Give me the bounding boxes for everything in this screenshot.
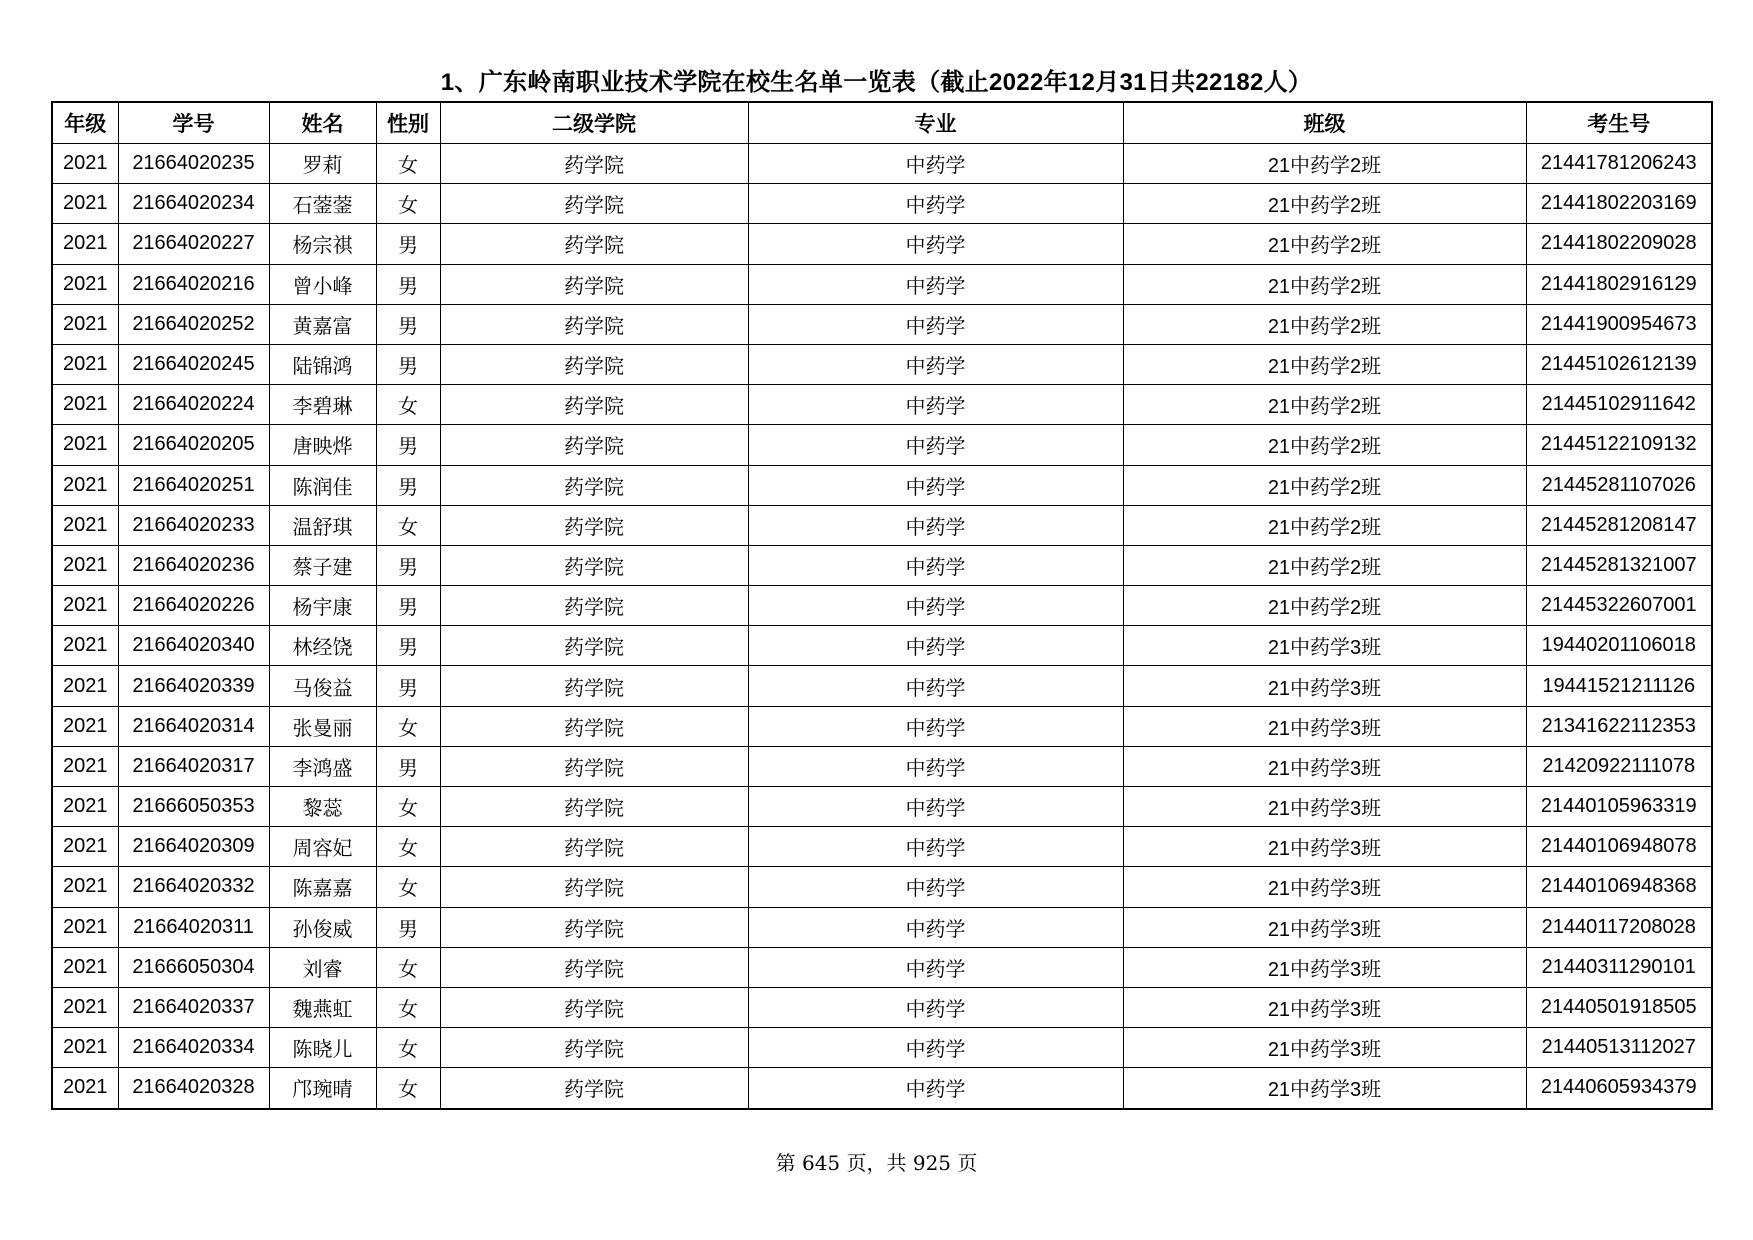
- table-row: [52, 1028, 1712, 1068]
- cell-grade: 2021: [52, 867, 118, 907]
- student-roster-table: [51, 101, 1713, 1110]
- cell-class: 21中药学3班: [1123, 827, 1526, 867]
- cell-major: 中药学: [748, 505, 1123, 545]
- cell-exam-number: 21440106948078: [1526, 827, 1712, 867]
- table-row: [52, 184, 1712, 224]
- cell-college: 药学院: [440, 264, 748, 304]
- cell-exam-number: 21445122109132: [1526, 425, 1712, 465]
- header-grade: 年级: [52, 102, 118, 144]
- cell-exam-number: 21440605934379: [1526, 1068, 1712, 1109]
- cell-college: 药学院: [440, 465, 748, 505]
- cell-name: 黎蕊: [269, 787, 376, 827]
- table-row: [52, 706, 1712, 746]
- cell-gender: 男: [376, 907, 440, 947]
- cell-gender: 男: [376, 344, 440, 384]
- cell-major: 中药学: [748, 465, 1123, 505]
- table-row: [52, 545, 1712, 585]
- cell-major: 中药学: [748, 344, 1123, 384]
- cell-major: 中药学: [748, 867, 1123, 907]
- cell-class: 21中药学3班: [1123, 1068, 1526, 1109]
- header-gender: 性别: [376, 102, 440, 144]
- cell-name: 陈晓儿: [269, 1028, 376, 1068]
- table-row: [52, 465, 1712, 505]
- cell-college: 药学院: [440, 224, 748, 264]
- cell-gender: 男: [376, 304, 440, 344]
- cell-grade: 2021: [52, 545, 118, 585]
- document-title: 1、广东岭南职业技术学院在校生名单一览表（截止2022年12月31日共22182人）: [440, 69, 1313, 96]
- cell-grade: 2021: [52, 385, 118, 425]
- cell-class: 21中药学3班: [1123, 706, 1526, 746]
- cell-college: 药学院: [440, 787, 748, 827]
- cell-grade: 2021: [52, 706, 118, 746]
- cell-college: 药学院: [440, 385, 748, 425]
- table-row: [52, 144, 1712, 184]
- table-row: [52, 344, 1712, 384]
- cell-class: 21中药学2班: [1123, 465, 1526, 505]
- cell-name: 张曼丽: [269, 706, 376, 746]
- cell-exam-number: 19440201106018: [1526, 626, 1712, 666]
- cell-class: 21中药学3班: [1123, 907, 1526, 947]
- cell-grade: 2021: [52, 746, 118, 786]
- cell-gender: 男: [376, 545, 440, 585]
- cell-class: 21中药学2班: [1123, 545, 1526, 585]
- cell-grade: 2021: [52, 465, 118, 505]
- cell-class: 21中药学3班: [1123, 787, 1526, 827]
- cell-grade: 2021: [52, 626, 118, 666]
- header-major: 专业: [748, 102, 1123, 144]
- cell-college: 药学院: [440, 947, 748, 987]
- cell-college: 药学院: [440, 425, 748, 465]
- table-row: [52, 505, 1712, 545]
- table-row: [52, 947, 1712, 987]
- cell-name: 罗莉: [269, 144, 376, 184]
- cell-student-id: 21664020235: [118, 144, 269, 184]
- cell-grade: 2021: [52, 184, 118, 224]
- cell-exam-number: 21441781206243: [1526, 144, 1712, 184]
- cell-name: 刘睿: [269, 947, 376, 987]
- cell-college: 药学院: [440, 706, 748, 746]
- cell-major: 中药学: [748, 1028, 1123, 1068]
- cell-grade: 2021: [52, 304, 118, 344]
- cell-grade: 2021: [52, 666, 118, 706]
- cell-major: 中药学: [748, 184, 1123, 224]
- cell-major: 中药学: [748, 706, 1123, 746]
- cell-major: 中药学: [748, 987, 1123, 1027]
- cell-name: 杨宗祺: [269, 224, 376, 264]
- cell-gender: 男: [376, 626, 440, 666]
- cell-grade: 2021: [52, 586, 118, 626]
- cell-student-id: 21664020334: [118, 1028, 269, 1068]
- cell-name: 邝琬晴: [269, 1068, 376, 1109]
- cell-college: 药学院: [440, 666, 748, 706]
- cell-exam-number: 21441802916129: [1526, 264, 1712, 304]
- cell-exam-number: 21341622112353: [1526, 706, 1712, 746]
- cell-major: 中药学: [748, 304, 1123, 344]
- cell-student-id: 21666050304: [118, 947, 269, 987]
- cell-major: 中药学: [748, 545, 1123, 585]
- cell-class: 21中药学2班: [1123, 224, 1526, 264]
- table-body: [52, 144, 1712, 1109]
- cell-college: 药学院: [440, 907, 748, 947]
- cell-major: 中药学: [748, 626, 1123, 666]
- cell-exam-number: 21445322607001: [1526, 586, 1712, 626]
- cell-grade: 2021: [52, 827, 118, 867]
- cell-name: 温舒琪: [269, 505, 376, 545]
- table-row: [52, 1068, 1712, 1109]
- table-row: [52, 626, 1712, 666]
- cell-class: 21中药学2班: [1123, 505, 1526, 545]
- cell-exam-number: 19441521211126: [1526, 666, 1712, 706]
- table-row: [52, 425, 1712, 465]
- cell-class: 21中药学2班: [1123, 144, 1526, 184]
- cell-major: 中药学: [748, 264, 1123, 304]
- cell-name: 周容妃: [269, 827, 376, 867]
- cell-class: 21中药学2班: [1123, 385, 1526, 425]
- cell-student-id: 21664020251: [118, 465, 269, 505]
- table-row: [52, 987, 1712, 1027]
- table-row: [52, 787, 1712, 827]
- cell-major: 中药学: [748, 385, 1123, 425]
- cell-name: 黄嘉富: [269, 304, 376, 344]
- cell-gender: 男: [376, 666, 440, 706]
- cell-student-id: 21664020236: [118, 545, 269, 585]
- cell-student-id: 21664020337: [118, 987, 269, 1027]
- cell-student-id: 21664020252: [118, 304, 269, 344]
- cell-class: 21中药学3班: [1123, 947, 1526, 987]
- cell-gender: 男: [376, 425, 440, 465]
- cell-class: 21中药学2班: [1123, 184, 1526, 224]
- cell-exam-number: 21440105963319: [1526, 787, 1712, 827]
- cell-student-id: 21664020245: [118, 344, 269, 384]
- cell-class: 21中药学2班: [1123, 344, 1526, 384]
- table-row: [52, 867, 1712, 907]
- cell-name: 魏燕虹: [269, 987, 376, 1027]
- cell-class: 21中药学3班: [1123, 867, 1526, 907]
- cell-student-id: 21664020311: [118, 907, 269, 947]
- cell-student-id: 21664020224: [118, 385, 269, 425]
- cell-major: 中药学: [748, 1068, 1123, 1109]
- cell-class: 21中药学3班: [1123, 666, 1526, 706]
- cell-student-id: 21664020234: [118, 184, 269, 224]
- cell-grade: 2021: [52, 144, 118, 184]
- cell-name: 曾小峰: [269, 264, 376, 304]
- cell-exam-number: 21441900954673: [1526, 304, 1712, 344]
- cell-major: 中药学: [748, 666, 1123, 706]
- cell-gender: 男: [376, 224, 440, 264]
- cell-exam-number: 21420922111078: [1526, 746, 1712, 786]
- cell-grade: 2021: [52, 1028, 118, 1068]
- cell-student-id: 21664020205: [118, 425, 269, 465]
- cell-major: 中药学: [748, 947, 1123, 987]
- cell-college: 药学院: [440, 626, 748, 666]
- header-class: 班级: [1123, 102, 1526, 144]
- cell-name: 林经饶: [269, 626, 376, 666]
- cell-exam-number: 21445102911642: [1526, 385, 1712, 425]
- cell-student-id: 21664020339: [118, 666, 269, 706]
- cell-college: 药学院: [440, 344, 748, 384]
- table-header-row: [52, 102, 1712, 144]
- cell-exam-number: 21440501918505: [1526, 987, 1712, 1027]
- cell-student-id: 21664020340: [118, 626, 269, 666]
- table-row: [52, 385, 1712, 425]
- cell-gender: 女: [376, 385, 440, 425]
- header-college: 二级学院: [440, 102, 748, 144]
- cell-major: 中药学: [748, 827, 1123, 867]
- cell-name: 蔡子建: [269, 545, 376, 585]
- cell-class: 21中药学3班: [1123, 1028, 1526, 1068]
- cell-grade: 2021: [52, 1068, 118, 1109]
- cell-class: 21中药学3班: [1123, 987, 1526, 1027]
- cell-student-id: 21664020227: [118, 224, 269, 264]
- cell-college: 药学院: [440, 545, 748, 585]
- cell-name: 孙俊威: [269, 907, 376, 947]
- cell-college: 药学院: [440, 184, 748, 224]
- cell-gender: 男: [376, 264, 440, 304]
- cell-student-id: 21664020233: [118, 505, 269, 545]
- cell-gender: 女: [376, 505, 440, 545]
- cell-gender: 男: [376, 465, 440, 505]
- cell-major: 中药学: [748, 224, 1123, 264]
- cell-student-id: 21664020314: [118, 706, 269, 746]
- cell-college: 药学院: [440, 304, 748, 344]
- cell-college: 药学院: [440, 505, 748, 545]
- table-row: [52, 304, 1712, 344]
- cell-name: 唐映烨: [269, 425, 376, 465]
- cell-major: 中药学: [748, 586, 1123, 626]
- cell-gender: 女: [376, 1028, 440, 1068]
- cell-student-id: 21664020216: [118, 264, 269, 304]
- cell-class: 21中药学2班: [1123, 264, 1526, 304]
- cell-grade: 2021: [52, 264, 118, 304]
- table-row: [52, 746, 1712, 786]
- cell-gender: 女: [376, 706, 440, 746]
- cell-gender: 女: [376, 1068, 440, 1109]
- table-row: [52, 264, 1712, 304]
- header-name: 姓名: [269, 102, 376, 144]
- cell-gender: 女: [376, 787, 440, 827]
- cell-name: 陈润佳: [269, 465, 376, 505]
- cell-name: 陆锦鸿: [269, 344, 376, 384]
- cell-major: 中药学: [748, 907, 1123, 947]
- cell-college: 药学院: [440, 1068, 748, 1109]
- cell-major: 中药学: [748, 787, 1123, 827]
- cell-exam-number: 21440311290101: [1526, 947, 1712, 987]
- cell-exam-number: 21445281208147: [1526, 505, 1712, 545]
- cell-name: 杨宇康: [269, 586, 376, 626]
- cell-grade: 2021: [52, 224, 118, 264]
- cell-college: 药学院: [440, 1028, 748, 1068]
- cell-major: 中药学: [748, 144, 1123, 184]
- cell-exam-number: 21441802203169: [1526, 184, 1712, 224]
- cell-class: 21中药学2班: [1123, 304, 1526, 344]
- cell-exam-number: 21445281107026: [1526, 465, 1712, 505]
- cell-class: 21中药学3班: [1123, 746, 1526, 786]
- cell-grade: 2021: [52, 505, 118, 545]
- cell-student-id: 21666050353: [118, 787, 269, 827]
- cell-college: 药学院: [440, 586, 748, 626]
- cell-exam-number: 21445281321007: [1526, 545, 1712, 585]
- cell-college: 药学院: [440, 746, 748, 786]
- cell-college: 药学院: [440, 827, 748, 867]
- cell-exam-number: 21440106948368: [1526, 867, 1712, 907]
- cell-gender: 男: [376, 746, 440, 786]
- cell-student-id: 21664020328: [118, 1068, 269, 1109]
- cell-exam-number: 21441802209028: [1526, 224, 1712, 264]
- cell-student-id: 21664020317: [118, 746, 269, 786]
- cell-college: 药学院: [440, 987, 748, 1027]
- cell-name: 李鸿盛: [269, 746, 376, 786]
- cell-grade: 2021: [52, 907, 118, 947]
- cell-student-id: 21664020226: [118, 586, 269, 626]
- cell-class: 21中药学2班: [1123, 586, 1526, 626]
- cell-college: 药学院: [440, 867, 748, 907]
- cell-student-id: 21664020332: [118, 867, 269, 907]
- cell-major: 中药学: [748, 425, 1123, 465]
- cell-exam-number: 21445102612139: [1526, 344, 1712, 384]
- cell-gender: 女: [376, 827, 440, 867]
- cell-college: 药学院: [440, 144, 748, 184]
- cell-name: 马俊益: [269, 666, 376, 706]
- cell-gender: 女: [376, 987, 440, 1027]
- cell-grade: 2021: [52, 344, 118, 384]
- cell-name: 李碧琳: [269, 385, 376, 425]
- cell-gender: 女: [376, 867, 440, 907]
- cell-gender: 女: [376, 144, 440, 184]
- cell-grade: 2021: [52, 987, 118, 1027]
- cell-student-id: 21664020309: [118, 827, 269, 867]
- header-student-id: 学号: [118, 102, 269, 144]
- cell-grade: 2021: [52, 787, 118, 827]
- page-number: 第 645 页，共 925 页: [775, 1151, 978, 1175]
- table-row: [52, 907, 1712, 947]
- table-row: [52, 224, 1712, 264]
- cell-name: 石蓥蓥: [269, 184, 376, 224]
- cell-gender: 男: [376, 586, 440, 626]
- table-row: [52, 586, 1712, 626]
- cell-class: 21中药学2班: [1123, 425, 1526, 465]
- cell-major: 中药学: [748, 746, 1123, 786]
- cell-grade: 2021: [52, 947, 118, 987]
- cell-name: 陈嘉嘉: [269, 867, 376, 907]
- cell-grade: 2021: [52, 425, 118, 465]
- table-row: [52, 666, 1712, 706]
- cell-exam-number: 21440513112027: [1526, 1028, 1712, 1068]
- cell-exam-number: 21440117208028: [1526, 907, 1712, 947]
- header-exam-number: 考生号: [1526, 102, 1712, 144]
- table-row: [52, 827, 1712, 867]
- cell-gender: 女: [376, 947, 440, 987]
- cell-class: 21中药学3班: [1123, 626, 1526, 666]
- cell-gender: 女: [376, 184, 440, 224]
